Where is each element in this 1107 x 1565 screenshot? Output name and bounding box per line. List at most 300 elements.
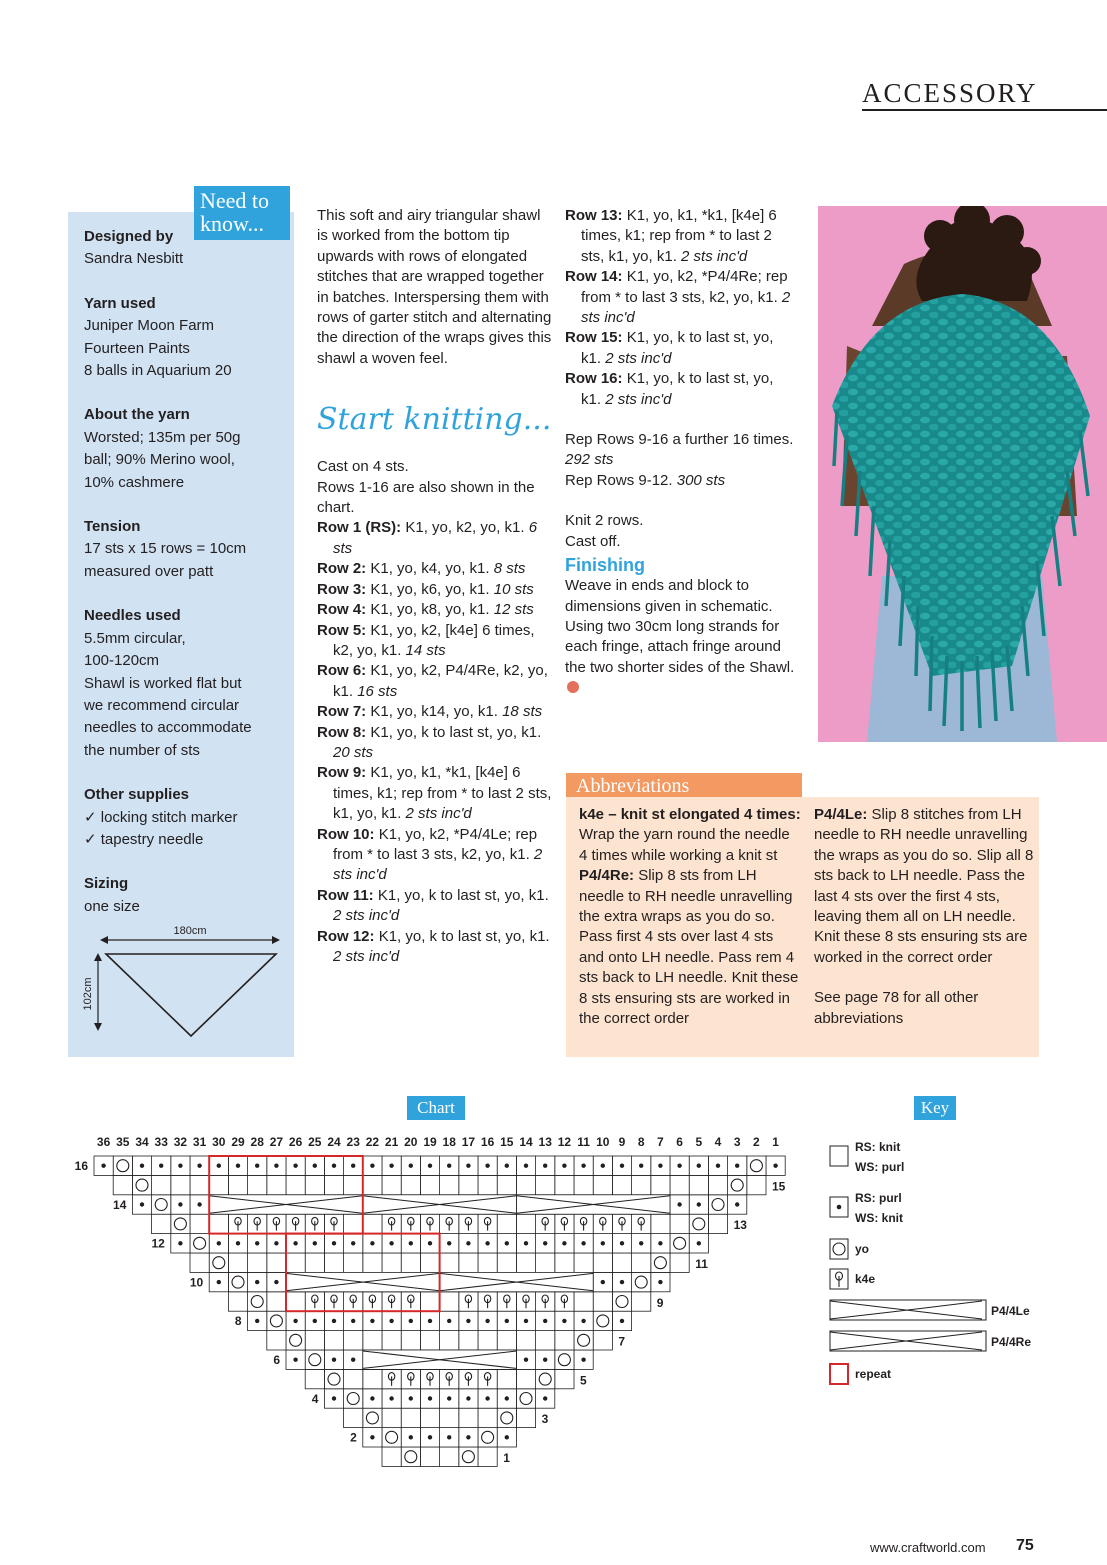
purl-dot	[697, 1202, 701, 1206]
pattern-row: Row 8: K1, yo, k to last st, yo, k1. 20 sts	[317, 723, 542, 761]
purl-dot	[581, 1164, 585, 1168]
needles-line: the number of sts	[84, 741, 200, 759]
chart-cell	[324, 1253, 343, 1272]
chart-key	[826, 1136, 1066, 1391]
purl-dot	[581, 1319, 585, 1323]
chart-cell	[516, 1175, 535, 1194]
chart-cell	[536, 1369, 555, 1388]
chart-cell	[420, 1175, 439, 1194]
abbreviations-right: P4/4Le: Slip 8 stitches from LH needle to RH needle unravelling the wraps as you do so. Slip all 8 sts back to LH needle. Pass the last 4 sts over the first 4 sts, leaving them all on LH needle. Knit these 8 sts ensuring sts are worked in the correct order See page 78 for all other abbreviations	[814, 805, 1034, 1029]
chart-cell	[401, 1408, 420, 1427]
purl-dot	[543, 1396, 547, 1400]
chart-cell	[497, 1408, 516, 1427]
chart-cell	[593, 1331, 612, 1350]
key-p4re: P4/4Re	[991, 1335, 1032, 1349]
column-number: 18	[442, 1135, 456, 1149]
chart-cell	[344, 1389, 363, 1408]
purl-dot	[620, 1241, 624, 1245]
purl-dot	[505, 1164, 509, 1168]
supplies-line: ✓ tapestry needle	[84, 830, 204, 848]
chart-cell	[593, 1175, 612, 1194]
sizing-value: one size	[84, 897, 140, 915]
chart-cell	[708, 1214, 727, 1233]
purl-dot	[773, 1164, 777, 1168]
chart-cell	[536, 1331, 555, 1350]
chart-cell	[689, 1175, 708, 1194]
purl-dot	[658, 1164, 662, 1168]
purl-dot	[658, 1280, 662, 1284]
chart-cell	[440, 1253, 459, 1272]
row-number: 14	[113, 1197, 127, 1212]
purl-dot	[332, 1164, 336, 1168]
purl-dot	[389, 1241, 393, 1245]
chart-cell	[593, 1311, 612, 1330]
chart-cell	[363, 1175, 382, 1194]
width-arrow-head-right	[272, 936, 280, 944]
designed-by-heading: Designed by	[84, 228, 174, 245]
yarn-heading: Yarn used	[84, 294, 156, 312]
chart-cell	[209, 1175, 228, 1194]
key-purl-ws: WS: knit	[855, 1211, 903, 1225]
chart-cell	[401, 1331, 420, 1350]
cast-off: Cast off.	[565, 532, 621, 550]
chart-cell	[382, 1175, 401, 1194]
chart-cell	[248, 1253, 267, 1272]
chart-cell	[459, 1408, 478, 1427]
chart-cell	[420, 1253, 439, 1272]
chart-cell	[459, 1175, 478, 1194]
purl-dot	[409, 1164, 413, 1168]
chart-cell	[632, 1272, 651, 1291]
column-number: 23	[346, 1135, 360, 1149]
chart-cell	[228, 1292, 247, 1311]
chart-cell	[344, 1331, 363, 1350]
chart-cell	[516, 1214, 535, 1233]
purl-dot	[581, 1241, 585, 1245]
column-number: 11	[577, 1135, 590, 1149]
column-number: 1	[772, 1135, 779, 1149]
row-number: 1	[503, 1451, 510, 1465]
schematic-width-label: 180cm	[173, 925, 207, 937]
yarn-line: 8 balls in Aquarium 20	[84, 362, 232, 380]
purl-dot	[370, 1396, 374, 1400]
purl-dot	[485, 1396, 489, 1400]
chart-cell	[516, 1331, 535, 1350]
column-number: 26	[288, 1135, 303, 1149]
chart-cell	[555, 1331, 574, 1350]
purl-dot	[351, 1164, 355, 1168]
model-photo	[812, 206, 1107, 742]
about-yarn-line: Worsted; 135m per 50g	[84, 428, 241, 446]
key-repeat: repeat	[855, 1367, 892, 1381]
chart-cell	[324, 1331, 343, 1350]
purl-dot	[524, 1241, 528, 1245]
chart-cell	[497, 1331, 516, 1350]
purl-dot	[485, 1164, 489, 1168]
chart-cell	[708, 1195, 727, 1214]
supplies-line: ✓ locking stitch marker	[84, 808, 238, 826]
purl-dot	[409, 1396, 413, 1400]
purl-dot	[140, 1164, 144, 1168]
needles-line: we recommend circular	[84, 696, 240, 714]
purl-dot	[601, 1280, 605, 1284]
instructions-column-2	[565, 206, 795, 699]
chart-cell	[344, 1214, 363, 1233]
row-number: 7	[618, 1334, 626, 1349]
chart-cell	[324, 1369, 343, 1388]
purl-dot	[658, 1241, 662, 1245]
row-number: 9	[656, 1295, 664, 1310]
chart-cell	[516, 1253, 535, 1272]
key-p4le: P4/4Le	[991, 1304, 1030, 1318]
chart-cell	[267, 1331, 286, 1350]
pattern-row: Row 4: K1, yo, k8, yo, k1. 12 sts	[317, 601, 534, 619]
tension-line: measured over patt	[84, 562, 214, 580]
purl-dot	[485, 1241, 489, 1245]
chart-cell	[478, 1331, 497, 1350]
column-number: 12	[557, 1135, 572, 1149]
column-number: 25	[308, 1135, 322, 1149]
purl-dot	[447, 1164, 451, 1168]
key-knit-ws: WS: purl	[855, 1160, 905, 1174]
chart-label: Chart	[407, 1096, 465, 1120]
chart-cell	[228, 1272, 247, 1291]
column-number: 17	[461, 1135, 476, 1149]
purl-dot	[639, 1164, 643, 1168]
purl-dot	[466, 1396, 470, 1400]
chart-cell	[612, 1292, 631, 1311]
purl-dot	[370, 1241, 374, 1245]
chart-cell	[612, 1253, 631, 1272]
need-to-know-content	[84, 226, 289, 918]
column-number: 30	[212, 1135, 226, 1149]
chart-cell	[363, 1253, 382, 1272]
column-number: 32	[173, 1135, 188, 1149]
need-to-know-badge: Need to know...	[194, 186, 290, 240]
purl-dot	[505, 1435, 509, 1439]
chart-cell	[363, 1331, 382, 1350]
purl-dot	[370, 1164, 374, 1168]
chart-cell	[555, 1350, 574, 1369]
chart-cell	[420, 1331, 439, 1350]
row-number: 5	[580, 1373, 587, 1388]
purl-dot	[428, 1396, 432, 1400]
purl-dot	[274, 1164, 278, 1168]
chart-cell	[171, 1214, 190, 1233]
chart-cell	[478, 1253, 497, 1272]
row-number: 6	[273, 1353, 280, 1367]
purl-dot	[639, 1241, 643, 1245]
abbreviations-left: k4e – knit st elongated 4 times: Wrap the yarn round the needle 4 times while working a knit st P4/4Re: Slip 8 sts from LH needle to RH needle unravelling the extra wraps as you do so. Pass first 4 sts over last 4 sts and onto LH needle. Pass rem 4 sts back to LH needle. Knit these 8 sts ensuring sts are worked in the correct order	[579, 806, 801, 1028]
column-number: 22	[365, 1135, 380, 1149]
chart-cell	[497, 1253, 516, 1272]
chart-note: Rows 1-16 are also shown in the chart.	[317, 478, 535, 517]
needles-line: 5.5mm circular,	[84, 629, 186, 647]
purl-dot	[543, 1358, 547, 1362]
section-title: ACCESSORY	[862, 78, 1038, 108]
chart-cell	[651, 1175, 670, 1194]
column-number: 19	[423, 1135, 437, 1149]
purl-dot	[217, 1241, 221, 1245]
row-number: 10	[189, 1275, 204, 1290]
intro-text: This soft and airy triangular shawl is worked from the bottom tip upwards with rows of elongated stitches that are wrapped together in batches. Interspersing them with rows of garter stitch and alternating the direction of the wraps gives this shawl a woven feel.	[317, 207, 552, 367]
chart-cell	[670, 1175, 689, 1194]
purl-dot	[485, 1319, 489, 1323]
purl-dot	[332, 1396, 336, 1400]
about-yarn-line: 10% cashmere	[84, 473, 185, 491]
chart-cell	[651, 1214, 670, 1233]
chart-cell	[440, 1447, 459, 1466]
purl-dot	[370, 1435, 374, 1439]
yarn-ball-icon	[567, 681, 579, 693]
key-knit-rs: RS: knit	[855, 1140, 901, 1154]
column-number: 2	[753, 1135, 760, 1149]
chart-cell	[286, 1253, 305, 1272]
chart-cell	[344, 1175, 363, 1194]
repeat-instruction: Rep Rows 9-12. 300 sts	[565, 471, 726, 489]
purl-dot	[601, 1241, 605, 1245]
height-arrow-head-bottom	[94, 1023, 102, 1031]
column-number: 34	[135, 1135, 149, 1149]
purl-dot	[178, 1241, 182, 1245]
column-number: 27	[269, 1135, 284, 1149]
chart-cell	[286, 1175, 305, 1194]
row-number: 12	[151, 1236, 165, 1251]
purl-dot	[274, 1241, 278, 1245]
chart-cell	[478, 1428, 497, 1447]
purl-dot	[409, 1241, 413, 1245]
purl-dot	[178, 1202, 182, 1206]
column-number: 24	[327, 1135, 341, 1149]
purl-dot	[255, 1241, 259, 1245]
purl-dot	[562, 1164, 566, 1168]
purl-dot	[505, 1396, 509, 1400]
chart-cell	[305, 1253, 324, 1272]
chart-cell	[363, 1214, 382, 1233]
chart-cell	[382, 1331, 401, 1350]
chart-cell	[248, 1175, 267, 1194]
chart-cell	[708, 1175, 727, 1194]
pattern-row: Row 13: K1, yo, k1, *k1, [k4e] 6 times, k1; rep from * to last 2 sts, k1, yo, k1. 2 sts inc'd	[565, 207, 777, 265]
chart-cell	[190, 1214, 209, 1233]
purl-dot	[293, 1164, 297, 1168]
width-arrow-head-left	[100, 936, 108, 944]
column-number: 28	[250, 1135, 264, 1149]
supplies-heading: Other supplies	[84, 786, 190, 804]
purl-dot	[351, 1241, 355, 1245]
column-number: 5	[695, 1135, 703, 1149]
column-number: 36	[96, 1135, 111, 1149]
chart-cell	[267, 1253, 286, 1272]
purl-dot	[697, 1164, 701, 1168]
needles-line: needles to accommodate	[84, 719, 252, 737]
chart-cell	[113, 1156, 132, 1175]
chart-cell	[632, 1253, 651, 1272]
purl-dot	[428, 1164, 432, 1168]
row-number: 11	[695, 1257, 708, 1271]
chart-cell	[536, 1253, 555, 1272]
purl-dot	[735, 1202, 739, 1206]
chart-cell	[344, 1253, 363, 1272]
chart-cell	[632, 1292, 651, 1311]
chart-cell	[497, 1175, 516, 1194]
purl-dot	[447, 1241, 451, 1245]
page-number: 75	[1016, 1537, 1034, 1554]
chart-cell	[497, 1214, 516, 1233]
chart-cell	[516, 1408, 535, 1427]
finishing-text: Weave in ends and block to dimensions given in schematic. Using two 30cm long strands for each fringe, attach fringe around the two shorter sides of the Shawl.	[565, 576, 795, 698]
purl-dot	[313, 1164, 317, 1168]
chart-cell	[113, 1175, 132, 1194]
chart-cell	[286, 1292, 305, 1311]
purl-dot	[409, 1319, 413, 1323]
pattern-row: Row 1 (RS): K1, yo, k2, yo, k1. 6 sts	[317, 519, 538, 557]
pattern-row: Row 2: K1, yo, k4, yo, k1. 8 sts	[317, 560, 526, 578]
purl-dot	[524, 1164, 528, 1168]
chart-cell	[459, 1331, 478, 1350]
purl-dot	[716, 1164, 720, 1168]
purl-dot	[620, 1164, 624, 1168]
column-number: 8	[637, 1135, 645, 1149]
purl-dot	[351, 1319, 355, 1323]
chart-cell	[344, 1369, 363, 1388]
chart-cell	[267, 1311, 286, 1330]
purl-dot	[562, 1241, 566, 1245]
row-number: 8	[234, 1314, 242, 1329]
pattern-row: Row 6: K1, yo, k2, P4/4Re, k2, yo, k1. 16 sts	[317, 662, 548, 700]
cast-on: Cast on 4 sts.	[317, 458, 409, 476]
chart-cell	[574, 1331, 593, 1350]
see-page-note: See page 78 for all other abbreviations	[814, 989, 979, 1027]
chart-cell	[420, 1447, 439, 1466]
chart-cell	[478, 1175, 497, 1194]
designer-name: Sandra Nesbitt	[84, 250, 184, 268]
chart-cell	[497, 1369, 516, 1388]
chart-cell	[171, 1175, 190, 1194]
knit-symbol	[830, 1146, 848, 1166]
purl-dot	[255, 1164, 259, 1168]
pattern-row: Row 11: K1, yo, k to last st, yo, k1. 2 sts inc'd	[317, 886, 549, 925]
purl-dot	[697, 1241, 701, 1245]
purl-dot	[466, 1241, 470, 1245]
column-number: 35	[116, 1135, 130, 1149]
chart-cell	[440, 1331, 459, 1350]
about-yarn-heading: About the yarn	[84, 406, 190, 424]
key-label: Key	[914, 1096, 956, 1120]
purl-dot	[505, 1241, 509, 1245]
purl-dot	[677, 1164, 681, 1168]
row-number: 15	[772, 1179, 786, 1194]
column-number: 14	[519, 1135, 533, 1149]
purl-dot	[255, 1280, 259, 1284]
chart-cell	[747, 1175, 766, 1194]
chart-cell	[305, 1175, 324, 1194]
chart-cell	[267, 1175, 286, 1194]
purl-dot	[389, 1396, 393, 1400]
purl-dot	[389, 1164, 393, 1168]
pattern-row: Row 9: K1, yo, k1, *k1, [k4e] 6 times, k1; rep from * to last 2 sts, k1, yo, k1. 2 sts inc'd	[317, 764, 552, 823]
chart-cell	[152, 1195, 171, 1214]
purl-dot	[197, 1164, 201, 1168]
chart-cell	[132, 1175, 151, 1194]
purl-dot	[197, 1202, 201, 1206]
chart-cell	[478, 1447, 497, 1466]
pattern-row: Row 16: K1, yo, k to last st, yo, k1. 2 sts inc'd	[565, 370, 774, 408]
purl-dot	[466, 1435, 470, 1439]
column-number: 16	[480, 1135, 495, 1149]
purl-dot	[332, 1241, 336, 1245]
sizing-heading: Sizing	[84, 875, 129, 893]
column-number: 7	[657, 1135, 664, 1149]
knit-rows: Knit 2 rows.	[565, 512, 644, 530]
purl-dot	[466, 1164, 470, 1168]
chart-cell	[536, 1175, 555, 1194]
purl-dot	[447, 1319, 451, 1323]
chart-cell	[632, 1175, 651, 1194]
footer-url[interactable]: www.craftworld.com	[870, 1540, 986, 1555]
purl-dot	[428, 1319, 432, 1323]
pattern-row: Row 14: K1, yo, k2, *P4/4Re; rep from * to last 3 sts, k2, yo, k1. 2 sts inc'd	[565, 268, 791, 327]
height-arrow-head-top	[94, 953, 102, 961]
chart-cell	[555, 1369, 574, 1388]
chart-cell	[228, 1253, 247, 1272]
chart-cell	[382, 1408, 401, 1427]
about-yarn-line: ball; 90% Merino wool,	[84, 451, 235, 469]
chart-cell	[516, 1369, 535, 1388]
column-number: 13	[538, 1135, 552, 1149]
purl-dot	[159, 1164, 163, 1168]
chart-cell	[209, 1214, 228, 1233]
chart-cell	[152, 1175, 171, 1194]
purl-dot	[543, 1319, 547, 1323]
knitting-chart	[60, 1130, 810, 1470]
key-yo: yo	[855, 1242, 870, 1256]
abbreviations-title: Abbreviations	[566, 773, 802, 800]
pattern-row: Row 7: K1, yo, k14, yo, k1. 18 sts	[317, 703, 543, 721]
purl-dot	[293, 1358, 297, 1362]
chart-cell	[401, 1447, 420, 1466]
chart-cell	[670, 1234, 689, 1253]
purl-dot	[677, 1202, 681, 1206]
chart-cell	[305, 1350, 324, 1369]
key-k4e: k4e	[855, 1272, 876, 1286]
tension-heading: Tension	[84, 518, 141, 536]
purl-dot	[524, 1358, 528, 1362]
purl-dot	[236, 1241, 240, 1245]
chart-cell	[324, 1175, 343, 1194]
chart-cell	[440, 1292, 459, 1311]
purl-dot	[505, 1319, 509, 1323]
purl-dot	[351, 1358, 355, 1362]
chart-cell	[363, 1369, 382, 1388]
column-number: 10	[596, 1135, 610, 1149]
purl-dot	[313, 1319, 317, 1323]
purl-dot	[217, 1280, 221, 1284]
chart-cell	[574, 1292, 593, 1311]
yarn-line: Fourteen Paints	[84, 339, 190, 357]
chart-cell	[190, 1253, 209, 1272]
purl-dot	[466, 1319, 470, 1323]
chart-cell	[190, 1234, 209, 1253]
schematic-height-label: 102cm	[82, 977, 94, 1011]
chart-cell	[555, 1253, 574, 1272]
repeat-instruction: Rep Rows 9-16 a further 16 times. 292 sts	[565, 431, 794, 469]
chart-cell	[516, 1389, 535, 1408]
purl-dot	[735, 1164, 739, 1168]
chart-cell	[670, 1253, 689, 1272]
start-knitting-heading: Start knitting...	[317, 402, 552, 438]
column-number: 9	[618, 1135, 626, 1149]
